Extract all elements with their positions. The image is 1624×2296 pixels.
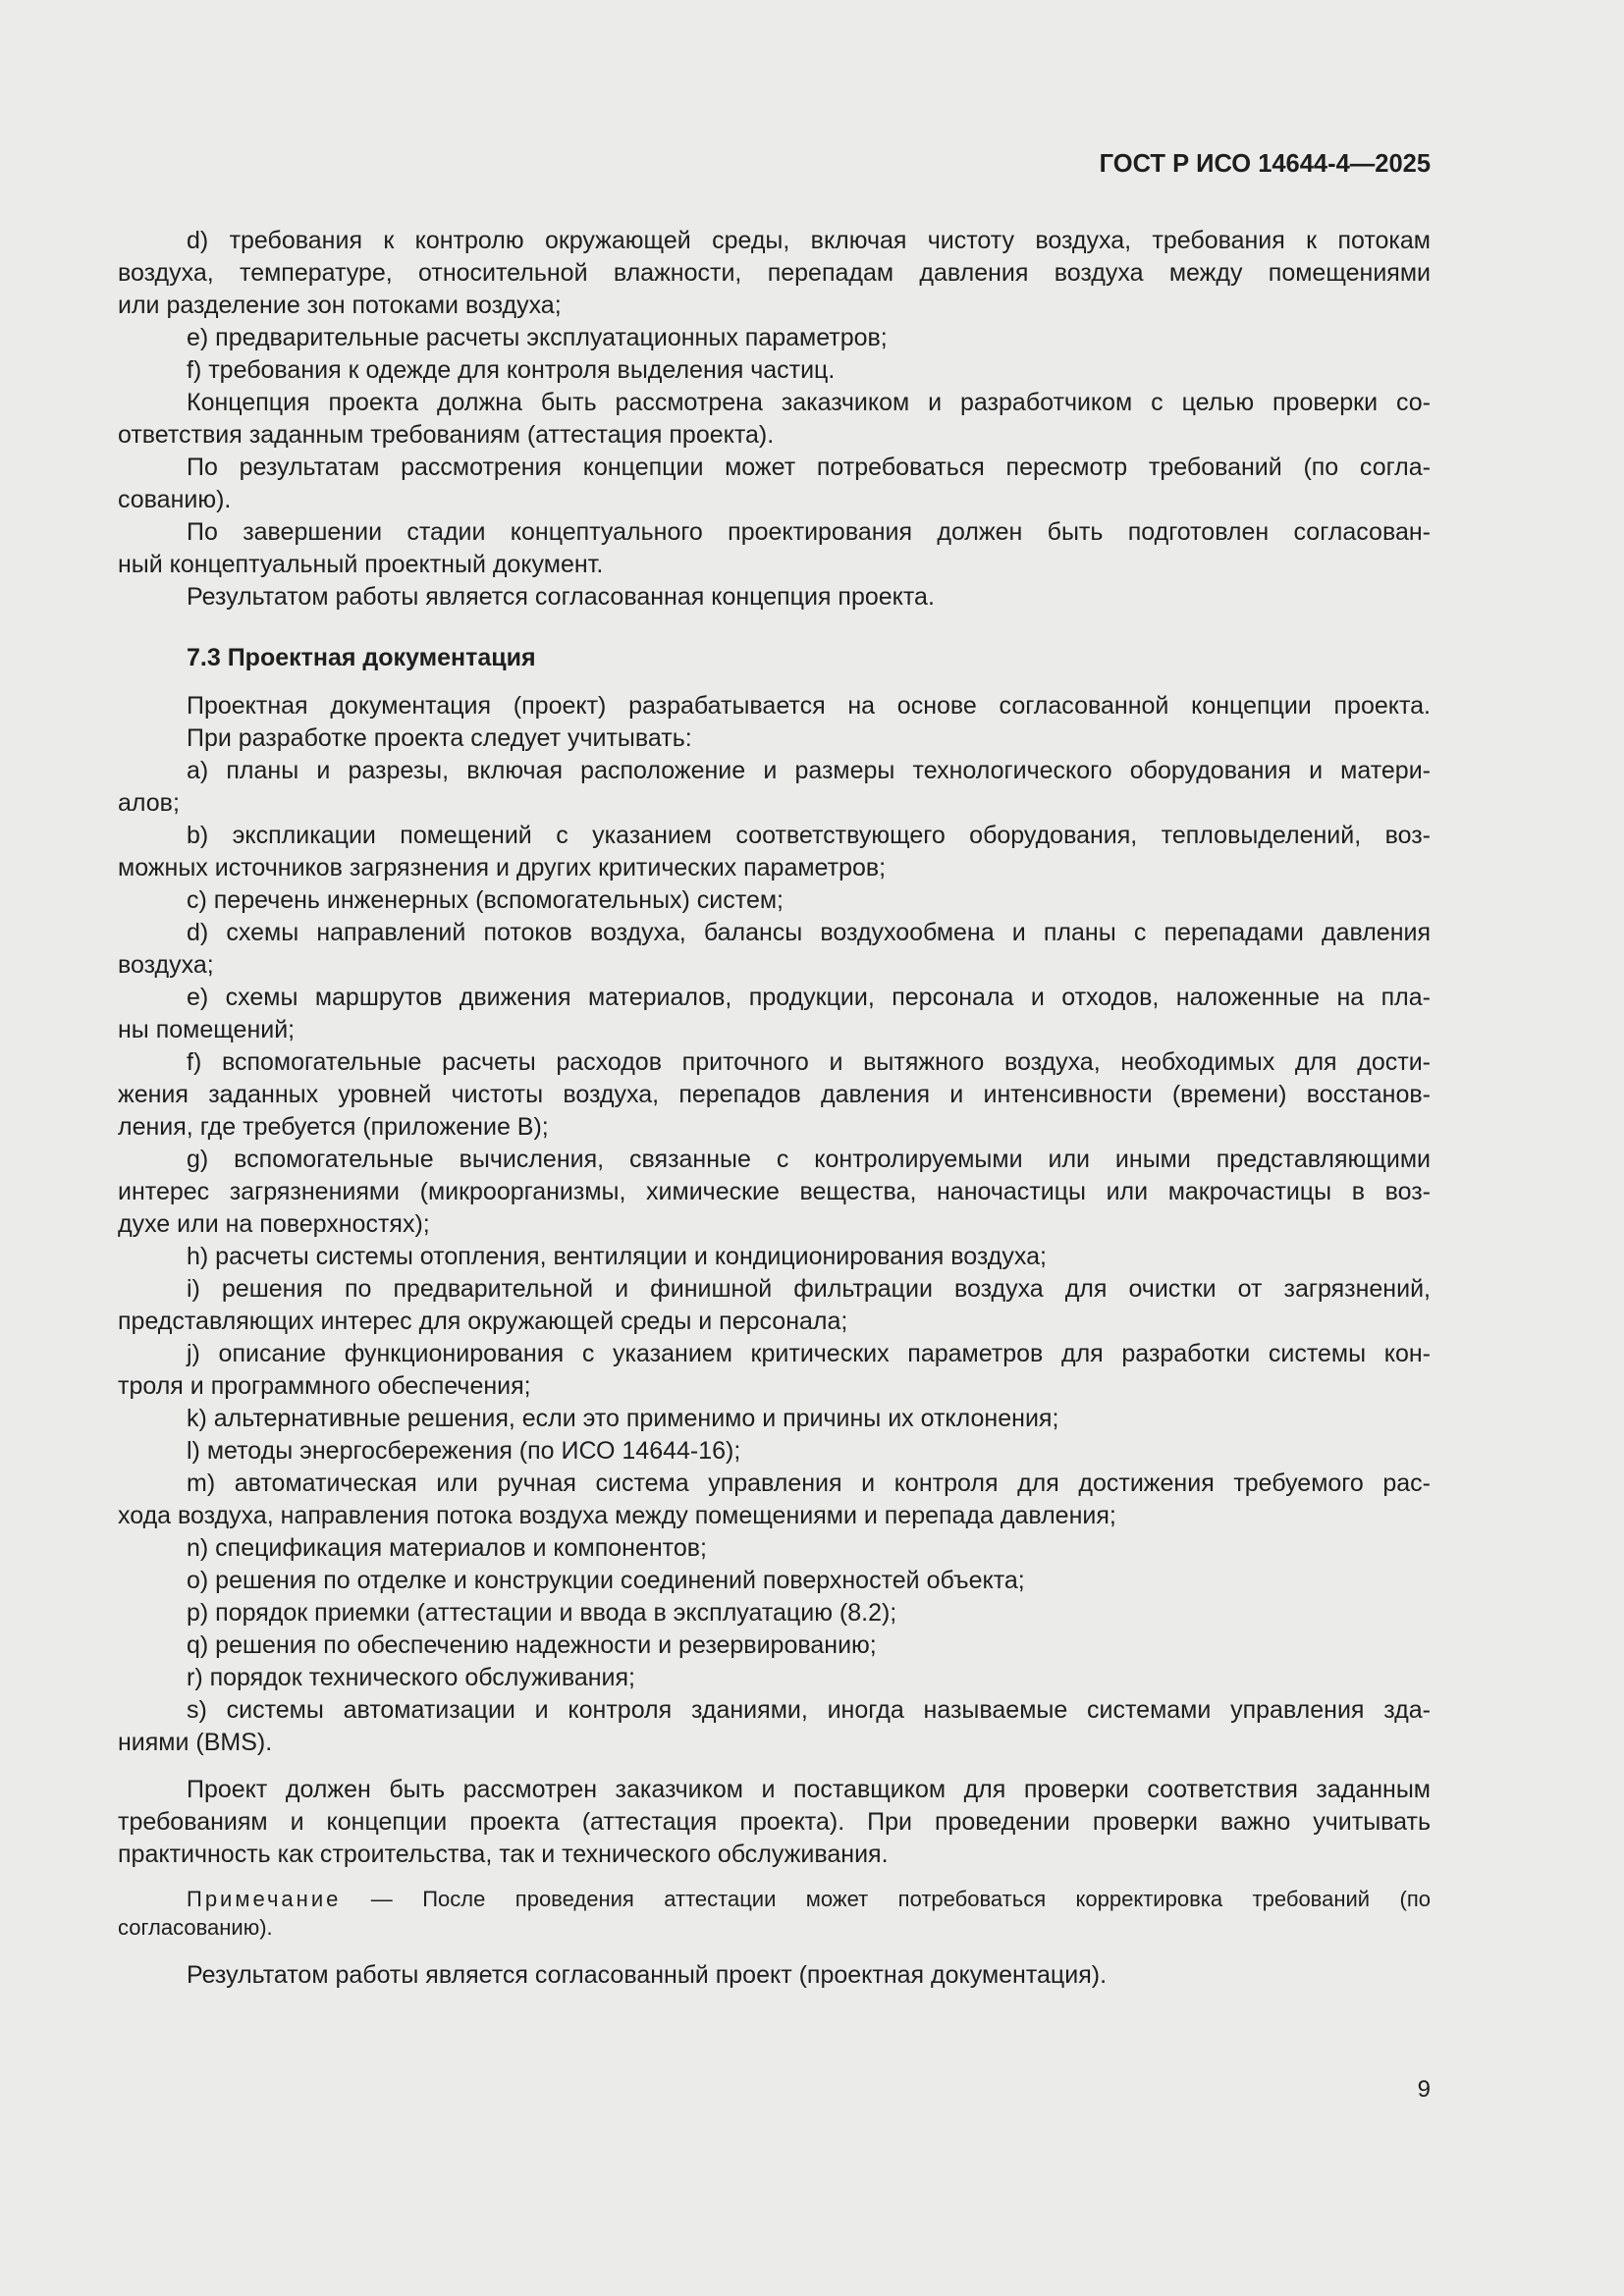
section-heading: 7.3 Проектная документация: [187, 644, 536, 671]
text-line: алов;: [118, 789, 180, 817]
list-item-o: о) решения по отделке и конструкции соединений поверхностей объекта;: [187, 1567, 1025, 1594]
list-item-i: i) решения по предварительной и финишной фильтрации воздуха для очистки от загрязнений,: [187, 1275, 1431, 1303]
list-item-e: е) предварительные расчеты эксплуатационных параметров;: [187, 324, 888, 351]
paragraph-line: Концепция проекта должна быть рассмотрена заказчиком и разработчиком с целью проверки со-: [187, 389, 1431, 416]
note-dash: —: [341, 1887, 423, 1911]
text-line: ный концептуальный проектный документ.: [118, 551, 604, 578]
text-line: практичность как строительства, так и технического обслуживания.: [118, 1841, 889, 1868]
text-line: ответствия заданным требованиям (аттестация проекта).: [118, 421, 775, 449]
text-line: ления, где требуется (приложение В);: [118, 1113, 549, 1141]
list-item-f: f) вспомогательные расчеты расходов приточного и вытяжного воздуха, необходимых для дости-: [187, 1048, 1431, 1076]
paragraph-line: При разработке проекта следует учитывать:: [187, 724, 692, 752]
text-line: интерес загрязнениями (микроорганизмы, химические вещества, наночастицы или макрочастицы в воз-: [118, 1178, 1431, 1205]
note-text: После проведения аттестации может потребоваться корректировка требований (по: [422, 1887, 1431, 1911]
note-line: [118, 1885, 1431, 1913]
text-line: сованию).: [118, 486, 232, 513]
list-item-a: а) планы и разрезы, включая расположение и размеры технологического оборудования и матери-: [187, 757, 1431, 784]
text-line: троля и программного обеспечения;: [118, 1372, 531, 1400]
text-line: или разделение зон потоками воздуха;: [118, 292, 562, 319]
text-line: духе или на поверхностях);: [118, 1210, 430, 1238]
paragraph-line: Проект должен быть рассмотрен заказчиком и поставщиком для проверки соответствия заданным: [187, 1776, 1431, 1803]
note-label: Примечание: [187, 1887, 342, 1911]
list-item-p: р) порядок приемки (аттестации и ввода в эксплуатацию (8.2);: [187, 1599, 897, 1627]
paragraph-line: Результатом работы является согласованная концепция проекта.: [187, 583, 935, 611]
list-item-k: k) альтернативные решения, если это применимо и причины их отклонения;: [187, 1405, 1059, 1432]
list-item-f: f) требования к одежде для контроля выделения частиц.: [187, 356, 836, 384]
text-line: представляющих интерес для окружающей среды и персонала;: [118, 1308, 848, 1335]
text-line: ны помещений;: [118, 1016, 296, 1043]
paragraph-line: Проектная документация (проект) разрабатывается на основе согласованной концепции проекта.: [187, 692, 1431, 720]
list-item-r: r) порядок технического обслуживания;: [187, 1664, 635, 1691]
paragraph-line: По результатам рассмотрения концепции может потребоваться пересмотр требований (по согла-: [187, 454, 1431, 481]
text-line: требованиям и концепции проекта (аттестация проекта). При проведении проверки важно учитывать: [118, 1808, 1431, 1836]
list-item-s: s) системы автоматизации и контроля зданиями, иногда называемые системами управления зда-: [187, 1696, 1431, 1724]
list-item-d: d) схемы направлений потоков воздуха, балансы воздухообмена и планы с перепадами давления: [187, 919, 1431, 946]
text-line: можных источников загрязнения и других критических параметров;: [118, 854, 887, 881]
list-item-c: с) перечень инженерных (вспомогательных) систем;: [187, 886, 784, 914]
list-item-g: g) вспомогательные вычисления, связанные с контролируемыми или иными представляющими: [187, 1146, 1431, 1173]
list-item-n: n) спецификация материалов и компонентов;: [187, 1534, 707, 1562]
list-item-d: d) требования к контролю окружающей среды, включая чистоту воздуха, требования к потокам: [187, 227, 1431, 254]
list-item-l: l) методы энергосбережения (по ИСО 14644-16);: [187, 1437, 741, 1465]
list-item-q: q) решения по обеспечению надежности и резервированию;: [187, 1631, 877, 1659]
list-item-e: е) схемы маршрутов движения материалов, продукции, персонала и отходов, наложенные на пла-: [187, 984, 1431, 1011]
list-item-j: j) описание функционирования с указанием критических параметров для разработки системы кон-: [187, 1340, 1431, 1367]
document-code-header: ГОСТ Р ИСО 14644-4—2025: [1099, 150, 1431, 178]
text-line: хода воздуха, направления потока воздуха между помещениями и перепада давления;: [118, 1502, 1116, 1529]
page-number: 9: [1417, 2076, 1431, 2103]
paragraph-line: По завершении стадии концептуального проектирования должен быть подготовлен согласован-: [187, 518, 1431, 546]
text-line: ниями (BMS).: [118, 1729, 273, 1756]
list-item-m: m) автоматическая или ручная система управления и контроля для достижения требуемого рас-: [187, 1469, 1431, 1497]
note-line: согласованию).: [118, 1915, 273, 1940]
list-item-h: h) расчеты системы отопления, вентиляции и кондиционирования воздуха;: [187, 1243, 1047, 1270]
paragraph-line: Результатом работы является согласованный проект (проектная документация).: [187, 1961, 1108, 1989]
text-line: воздуха, температуре, относительной влажности, перепадам давления воздуха между помещениями: [118, 259, 1431, 287]
text-line: воздуха;: [118, 951, 214, 979]
text-line: жения заданных уровней чистоты воздуха, перепадов давления и интенсивности (времени) восстанов-: [118, 1081, 1431, 1108]
list-item-b: b) экспликации помещений с указанием соответствующего оборудования, тепловыделений, воз-: [187, 822, 1431, 849]
